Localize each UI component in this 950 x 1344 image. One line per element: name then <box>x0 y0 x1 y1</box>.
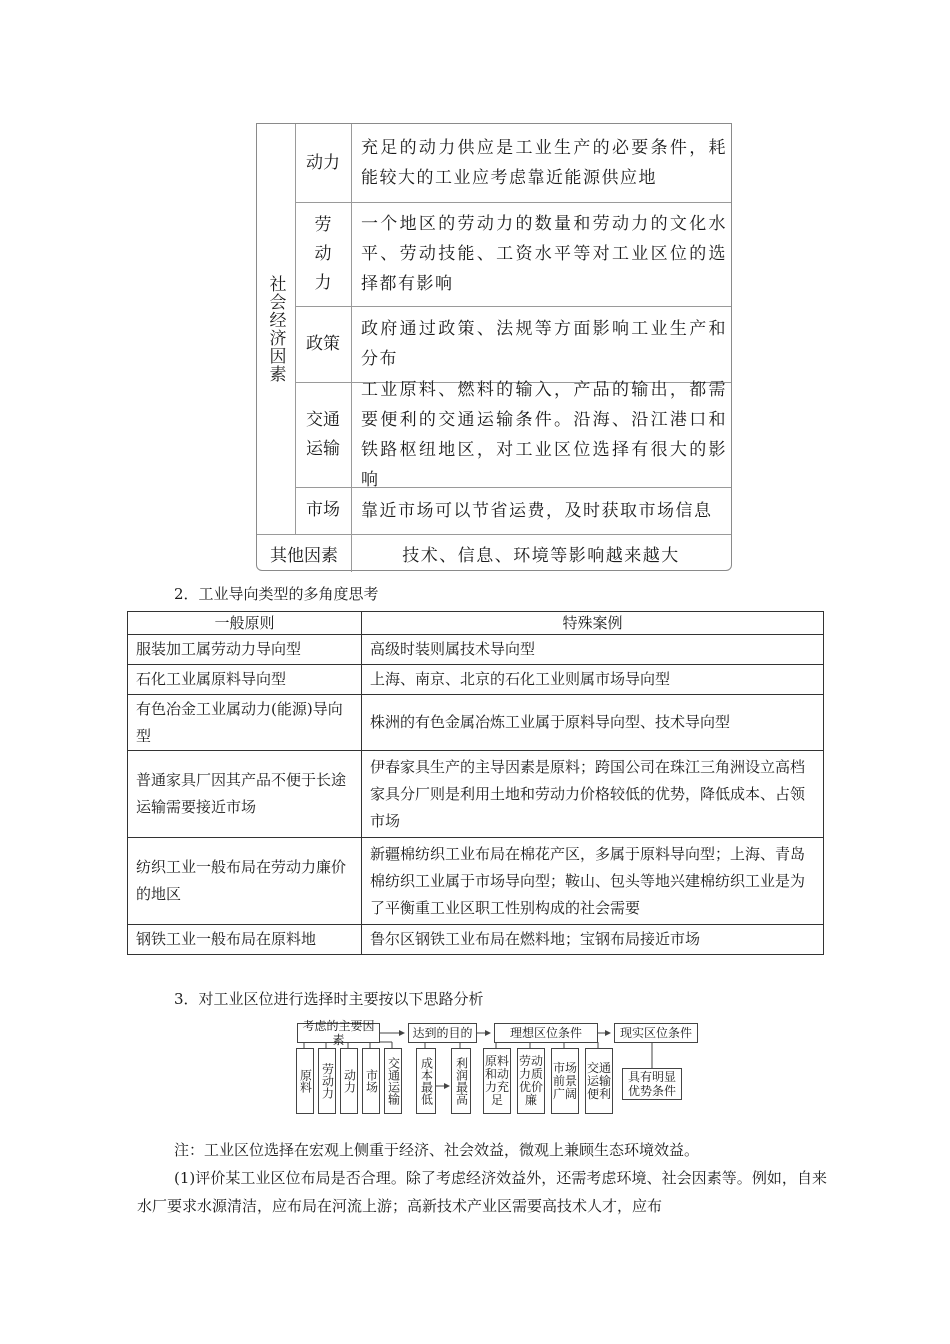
ideal-box: 劳动力质优价廉 <box>517 1048 545 1114</box>
location-flow-diagram <box>280 1016 710 1128</box>
table-row <box>128 695 824 751</box>
table-row <box>128 635 824 665</box>
section-3-heading: 3．对工业区位进行选择时主要按以下思路分析 <box>174 990 484 1008</box>
special-cell: 高级时装则属技术导向型 <box>362 635 824 665</box>
header-special: 特殊案例 <box>362 612 824 635</box>
factor-desc: 充足的动力供应是工业生产的必要条件，耗能较大的工业应考虑靠近能源供应地 <box>361 138 727 188</box>
factor-desc: 靠近市场可以节省运费，及时获取市场信息 <box>361 500 713 521</box>
general-cell: 钢铁工业一般布局在原料地 <box>128 925 362 955</box>
factor-name: 劳动力 <box>314 214 332 293</box>
table-header-row <box>128 612 824 635</box>
factor-box: 原料 <box>296 1048 314 1114</box>
factor-name: 政策 <box>306 333 340 354</box>
factor-desc: 工业原料、燃料的输入，产品的输出，都需要便利的交通运输条件。沿海、沿江港口和铁路枢纽地区，对工业区位选择有很大的影响 <box>361 379 727 490</box>
other-factors-label: 其他因素 <box>270 545 338 566</box>
special-cell: 株洲的有色金属冶炼工业属于原料导向型、技术导向型 <box>362 695 824 751</box>
table-row <box>128 751 824 838</box>
table-row <box>128 665 824 695</box>
special-cell: 新疆棉纺织工业布局在棉花产区，多属于原料导向型；上海、青岛棉纺织工业属于市场导向型；鞍山、包头等地兴建棉纺织工业是为了平衡重工业区职工性别构成的社会需要 <box>362 838 824 925</box>
general-cell: 有色冶金工业属动力(能源)导向型 <box>128 695 362 751</box>
factor-desc: 政府通过政策、法规等方面影响工业生产和分布 <box>361 319 727 369</box>
goal-box: 成本最低 <box>416 1048 436 1114</box>
stage-factors: 考虑的主要因素 <box>297 1023 380 1043</box>
special-cell: 鲁尔区钢铁工业布局在燃料地；宝钢布局接近市场 <box>362 925 824 955</box>
real-box: 具有明显优势条件 <box>622 1068 682 1100</box>
special-cell: 伊春家具生产的主导因素是原料；跨国公司在珠江三角洲设立高档家具分厂则是利用土地和劳动力价格较低的优势，降低成本、占领市场 <box>362 751 824 838</box>
category-label: 社会经济因素 <box>265 275 286 383</box>
general-cell: 石化工业属原料导向型 <box>128 665 362 695</box>
header-general: 一般原则 <box>128 612 362 635</box>
factor-box: 劳动力 <box>318 1048 336 1114</box>
factor-desc: 一个地区的劳动力的数量和劳动力的文化水平、劳动技能、工资水平等对工业区位的选择都有影响 <box>361 214 727 294</box>
stage-real: 现实区位条件 <box>614 1023 698 1043</box>
special-cell: 上海、南京、北京的石化工业则属市场导向型 <box>362 665 824 695</box>
category-cell <box>257 124 295 534</box>
orientation-table <box>127 611 824 955</box>
stage-ideal: 理想区位条件 <box>494 1023 598 1043</box>
factor-name: 动力 <box>306 152 340 173</box>
ideal-box: 市场前景广阔 <box>551 1048 579 1114</box>
general-cell: 纺织工业一般布局在劳动力廉价的地区 <box>128 838 362 925</box>
note-text: 注：工业区位选择在宏观上侧重于经济、社会效益，微观上兼顾生态环境效益。 <box>174 1141 700 1159</box>
section-2-heading: 2．工业导向类型的多角度思考 <box>174 585 379 603</box>
factor-box: 市场 <box>362 1048 380 1114</box>
stage-goal: 达到的目的 <box>408 1023 477 1043</box>
factor-box: 动力 <box>340 1048 358 1114</box>
ideal-box: 交通运输便利 <box>585 1048 613 1114</box>
other-factors-desc: 技术、信息、环境等影响越来越大 <box>402 545 680 566</box>
factor-name: 市场 <box>306 500 340 520</box>
table-row <box>128 925 824 955</box>
goal-box: 利润最高 <box>451 1048 471 1114</box>
paragraph-1: (1)评价某工业区位布局是否合理。除了考虑经济效益外，还需考虑环境、社会因素等。例如，自来水厂要求水源清洁，应布局在河流上游；高新技术产业区需要高技术人才，应布 <box>137 1169 827 1215</box>
factor-box: 交通运输 <box>384 1048 402 1114</box>
table-row <box>128 838 824 925</box>
factor-name: 交通运输 <box>306 409 340 459</box>
ideal-box: 原料和动力充足 <box>483 1048 511 1114</box>
general-cell: 服装加工属劳动力导向型 <box>128 635 362 665</box>
factor-table <box>256 123 732 571</box>
general-cell: 普通家具厂因其产品不便于长途运输需要接近市场 <box>128 751 362 838</box>
